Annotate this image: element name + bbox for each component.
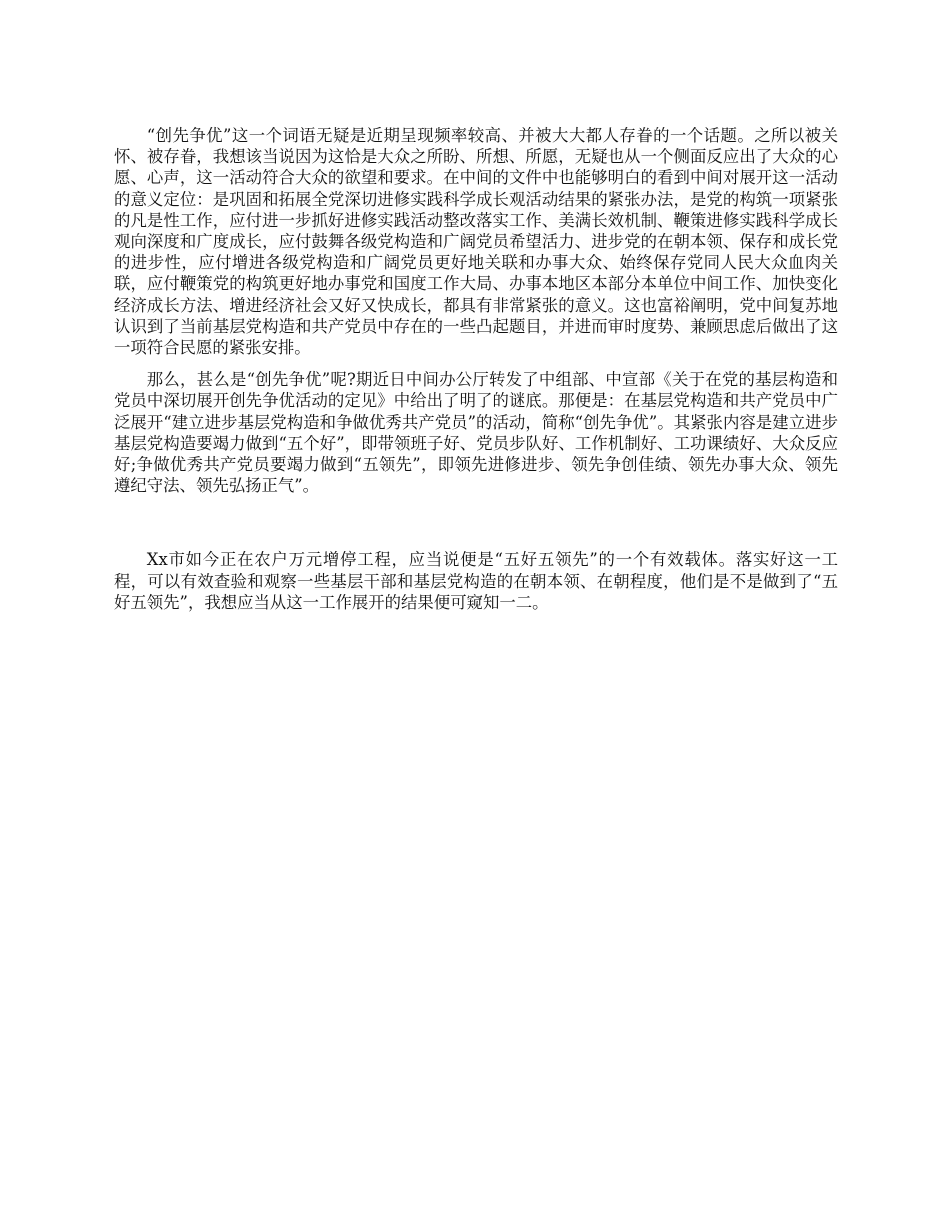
blank-line bbox=[114, 496, 838, 549]
paragraph: “创先争优”这一个词语无疑是近期呈现频率较高、并被大大都人存眷的一个话题。之所以被关怀、被存眷，我想该当说因为这恰是大众之所盼、所想、所愿，无疑也从一个侧面反应出了大众的心愿、心声，这一活动符合大众的欲望和要求。在中间的文件中也能够明白的看到中间对展开这一活动的意义定位：是巩固和拓展全党深切进修实践科学成长观活动结果的紧张办法，是党的构筑一项紧张的凡是性工作，应付进一步抓好进修实践活动整改落实工作、美满长效机制、鞭策进修实践科学成长观向深度和广度成长，应付鼓舞各级党构造和广阔党员希望活力、进步党的在朝本领、保存和成长党的进步性，应付增进各级党构造和广阔党员更好地关联和办事大众、始终保存党同人民大众血肉关联，应付鞭策党的构筑更好地办事党和国度工作大局、办事本地区本部分本单位中间工作、加快变化经济成长方法、增进经济社会又好又快成长，都具有非常紧张的意义。这也富裕阐明，党中间复苏地认识到了当前基层党构造和共产党员中存在的一些凸起题目，并进而审时度势、兼顾思虑后做出了这一项符合民愿的紧张安排。 bbox=[114, 126, 838, 358]
paragraph: Xx市如今正在农户万元增停工程，应当说便是“五好五领先”的一个有效载体。落实好这一工程，可以有效查验和观察一些基层干部和基层党构造的在朝本领、在朝程度，他们是不是做到了“五好五领先”，我想应当从这一工作展开的结果便可窥知一二。 bbox=[114, 550, 838, 612]
paragraph: 那么，甚么是“创先争优”呢?期近日中间办公厅转发了中组部、中宣部《关于在党的基层构造和党员中深切展开创先争优活动的定见》中给出了明了的谜底。那便是：在基层党构造和共产党员中广泛展开“建立进步基层党构造和争做优秀共产党员”的活动，简称“创先争优”。其紧张内容是建立进步基层党构造要竭力做到“五个好”，即带领班子好、党员步队好、工作机制好、工功课绩好、大众反应好;争做优秀共产党员要竭力做到“五领先”，即领先进修进步、领先争创佳绩、领先办事大众、领先遵纪守法、领先弘扬正气”。 bbox=[114, 370, 838, 496]
document-body bbox=[114, 125, 838, 613]
